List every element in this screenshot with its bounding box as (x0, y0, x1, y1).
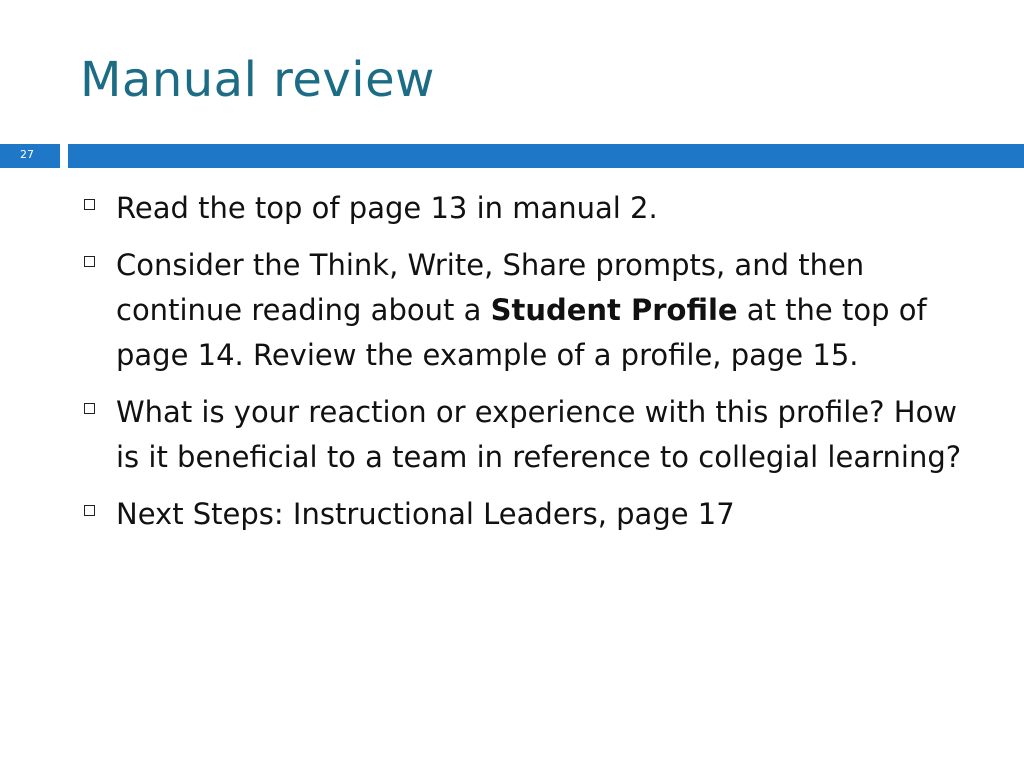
square-bullet-icon (84, 256, 95, 267)
bullet-item (84, 390, 984, 480)
bullet-text: What is your reaction or experience with this profile? How is it beneficial to a team in reference to collegial learning? (116, 395, 962, 474)
bullet-item (84, 243, 984, 378)
slide-number: 27 (20, 148, 34, 161)
header-bar (68, 144, 1024, 168)
bullet-text: Next Steps: Instructional Leaders, page 17 (116, 497, 735, 531)
bullet-text-bold: Student Profile (490, 293, 738, 327)
square-bullet-icon (84, 199, 95, 210)
bullet-text: Read the top of page 13 in manual 2. (116, 191, 658, 225)
square-bullet-icon (84, 403, 95, 414)
bullet-item (84, 186, 984, 231)
bullet-list (84, 186, 984, 549)
square-bullet-icon (84, 505, 95, 516)
bullet-text (116, 243, 984, 378)
bullet-text-part: at the top of page 14. Review the example of a profile, page 15. (116, 293, 927, 372)
bullet-item (84, 492, 984, 537)
slide-title: Manual review (80, 52, 435, 108)
bullet-text-part: Consider the Think, Write, Share prompts, and then continue reading about a (116, 248, 865, 327)
slide-number-box (0, 144, 60, 168)
